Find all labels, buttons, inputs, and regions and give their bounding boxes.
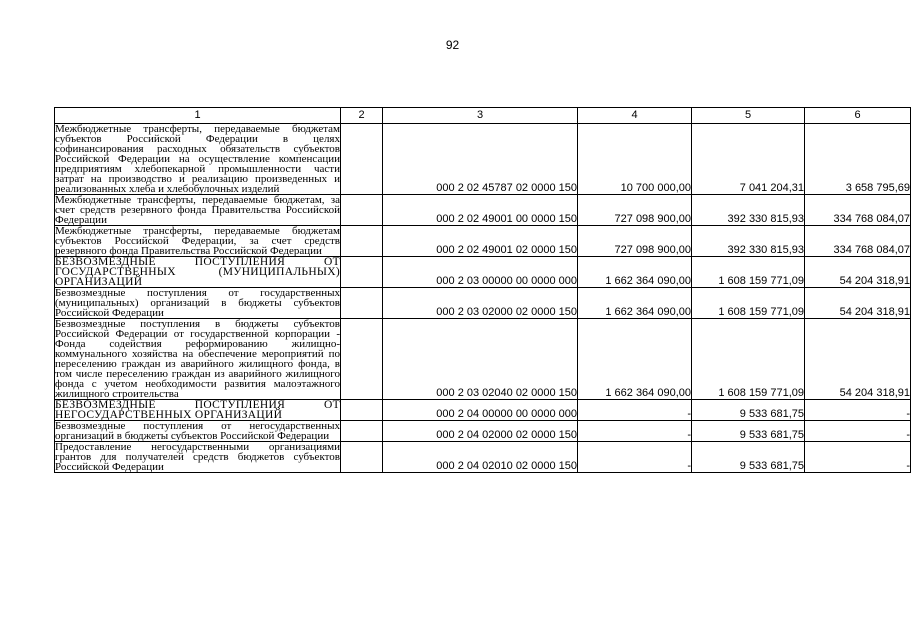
row-executed: 1 608 159 771,09 xyxy=(692,288,805,319)
table-row xyxy=(55,400,911,421)
row-plan: - xyxy=(578,400,692,421)
row-col2 xyxy=(341,319,383,400)
table-header xyxy=(55,108,911,124)
table-row xyxy=(55,124,911,195)
row-name: БЕЗВОЗМЕЗДНЫЕ ПОСТУПЛЕНИЯ ОТ НЕГОСУДАРСТВЕННЫХ ОРГАНИЗАЦИЙ xyxy=(55,399,340,421)
row-remainder: 54 204 318,91 xyxy=(805,257,911,288)
row-remainder: 334 768 084,07 xyxy=(805,195,911,226)
row-code: 000 2 03 00000 00 0000 000 xyxy=(383,257,578,288)
row-remainder: - xyxy=(805,421,911,442)
row-executed: 9 533 681,75 xyxy=(692,442,805,473)
budget-table xyxy=(54,107,911,473)
row-name: Предоставление негосударственными организациями грантов для получателей средств бюджетов субъектов Российской Федерации xyxy=(55,441,340,473)
row-name: Безвозмездные поступления в бюджеты субъектов Российской Федерации от государственной корпорации - Фонда содействия реформированию жилищно-коммунального хозяйства на обеспечение мероприятий по переселению граждан из аварийного жилищного фонда, в том числе переселению граждан из аварийного жилищного фонда с учетом необходимости развития малоэтажного жилищного строительства xyxy=(55,318,340,400)
row-col2 xyxy=(341,288,383,319)
table-row xyxy=(55,319,911,400)
table-body xyxy=(55,124,911,473)
row-code: 000 2 02 49001 02 0000 150 xyxy=(383,226,578,257)
table-row xyxy=(55,195,911,226)
table-row xyxy=(55,226,911,257)
row-name: Межбюджетные трансферты, передаваемые бюджетам субъектов Российской Федерации, за счет средств резервного фонда Правительства Российской Федерации xyxy=(55,225,340,257)
table-row xyxy=(55,421,911,442)
row-remainder: - xyxy=(805,400,911,421)
row-executed: 7 041 204,31 xyxy=(692,124,805,195)
row-code: 000 2 03 02000 02 0000 150 xyxy=(383,288,578,319)
header-col-3: 3 xyxy=(383,108,578,124)
row-plan: - xyxy=(578,421,692,442)
row-executed: 1 608 159 771,09 xyxy=(692,319,805,400)
header-col-4: 4 xyxy=(578,108,692,124)
row-code: 000 2 04 02000 02 0000 150 xyxy=(383,421,578,442)
row-name: Межбюджетные трансферты, передаваемые бюджетам, за счет средств резервного фонда Правительства Российской Федерации xyxy=(55,194,340,226)
row-code: 000 2 03 02040 02 0000 150 xyxy=(383,319,578,400)
header-col-2: 2 xyxy=(341,108,383,124)
row-plan: 1 662 364 090,00 xyxy=(578,319,692,400)
row-plan: - xyxy=(578,442,692,473)
row-plan: 10 700 000,00 xyxy=(578,124,692,195)
row-remainder: 334 768 084,07 xyxy=(805,226,911,257)
header-col-1: 1 xyxy=(55,108,341,124)
row-remainder: - xyxy=(805,442,911,473)
page-number: 92 xyxy=(445,38,460,52)
row-remainder: 3 658 795,69 xyxy=(805,124,911,195)
row-name: Безвозмездные поступления от государственных (муниципальных) организаций в бюджеты субъектов Российской Федерации xyxy=(55,287,340,319)
table-row xyxy=(55,288,911,319)
row-code: 000 2 02 49001 00 0000 150 xyxy=(383,195,578,226)
row-name: Межбюджетные трансферты, передаваемые бюджетам субъектов Российской Федерации в целях софинансирования расходных обязательств субъектов Российской Федерации на осуществление компенсации предприятиям хлебопекарной промышленности части затрат на производство и реализацию произведенных и реализованных хлеба и хлебобулочных изделий xyxy=(55,123,340,195)
row-col2 xyxy=(341,400,383,421)
row-col2 xyxy=(341,124,383,195)
row-executed: 9 533 681,75 xyxy=(692,421,805,442)
row-plan: 727 098 900,00 xyxy=(578,226,692,257)
header-col-6: 6 xyxy=(805,108,911,124)
row-code: 000 2 04 00000 00 0000 000 xyxy=(383,400,578,421)
row-executed: 392 330 815,93 xyxy=(692,226,805,257)
header-row xyxy=(55,108,911,124)
row-plan: 1 662 364 090,00 xyxy=(578,257,692,288)
row-col2 xyxy=(341,442,383,473)
row-col2 xyxy=(341,226,383,257)
row-executed: 392 330 815,93 xyxy=(692,195,805,226)
row-name: Безвозмездные поступления от негосударственных организаций в бюджеты субъектов Российской Федерации xyxy=(55,420,340,442)
row-code: 000 2 04 02010 02 0000 150 xyxy=(383,442,578,473)
table-row xyxy=(55,257,911,288)
row-col2 xyxy=(341,257,383,288)
row-executed: 9 533 681,75 xyxy=(692,400,805,421)
row-code: 000 2 02 45787 02 0000 150 xyxy=(383,124,578,195)
table-row xyxy=(55,442,911,473)
row-name: БЕЗВОЗМЕЗДНЫЕ ПОСТУПЛЕНИЯ ОТ ГОСУДАРСТВЕННЫХ (МУНИЦИПАЛЬНЫХ) ОРГАНИЗАЦИЙ xyxy=(55,256,340,288)
row-remainder: 54 204 318,91 xyxy=(805,319,911,400)
header-col-5: 5 xyxy=(692,108,805,124)
row-col2 xyxy=(341,421,383,442)
row-remainder: 54 204 318,91 xyxy=(805,288,911,319)
row-executed: 1 608 159 771,09 xyxy=(692,257,805,288)
row-plan: 727 098 900,00 xyxy=(578,195,692,226)
row-col2 xyxy=(341,195,383,226)
row-plan: 1 662 364 090,00 xyxy=(578,288,692,319)
